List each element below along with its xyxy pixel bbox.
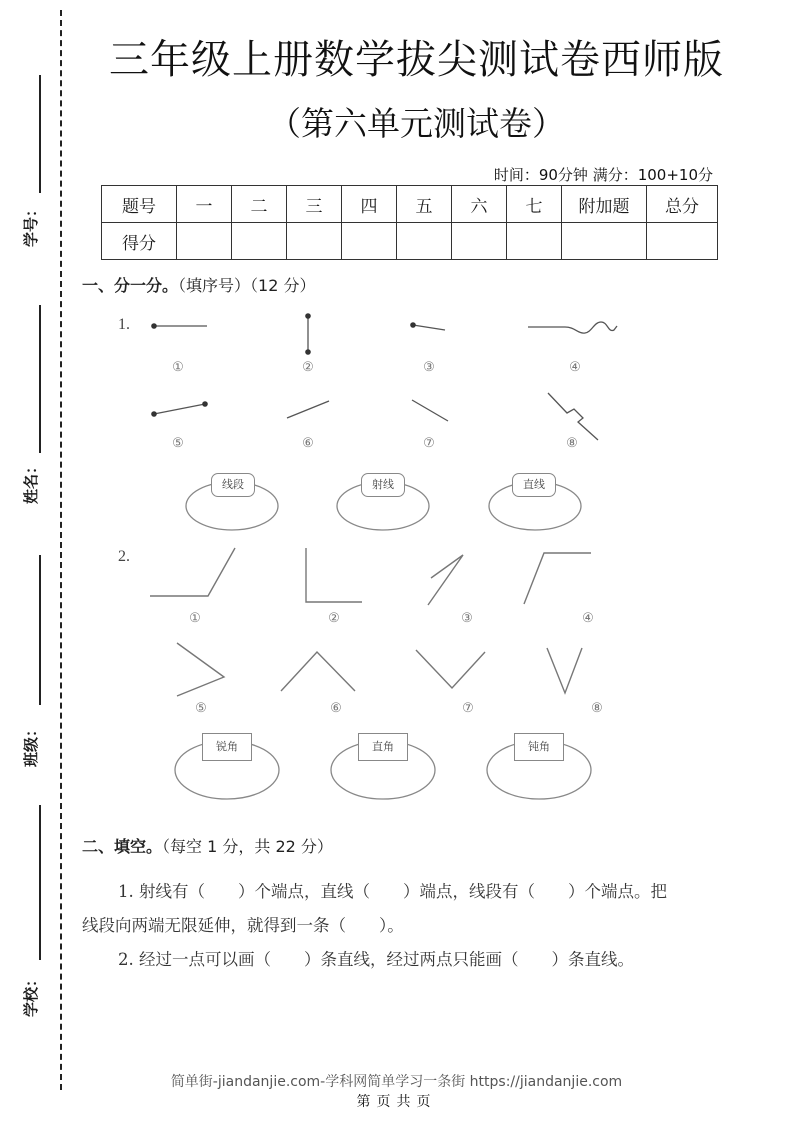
- q2-figure-label-2: ②: [328, 611, 340, 626]
- category-box-acute[interactable]: 锐角: [202, 733, 252, 761]
- q1-figure-label-1: ①: [172, 360, 184, 375]
- q2-figure-label-1: ①: [189, 611, 201, 626]
- section2-heading-note: （每空 1 分，共 22 分）: [162, 837, 333, 856]
- q1-figure-label-3: ③: [423, 360, 435, 375]
- school-line: [39, 805, 41, 960]
- section2-heading: [82, 834, 333, 857]
- fill-question-1-line1: 1. 射线有（ ）个端点，直线（ ）端点，线段有（ ）个端点。把: [118, 882, 667, 901]
- q2-figure-label-6: ⑥: [330, 701, 342, 716]
- category-box-right[interactable]: 直角: [358, 733, 408, 761]
- page-subtitle: （第六单元测试卷）: [268, 104, 565, 143]
- header-cell: 五: [397, 186, 452, 223]
- category-box-obtuse[interactable]: 钝角: [514, 733, 564, 761]
- category-box-ray[interactable]: 射线: [361, 473, 405, 497]
- fill-question-1-line2: 线段向两端无限延伸，就得到一条（ ）。: [82, 916, 404, 935]
- q1-figure-label-4: ④: [569, 360, 581, 375]
- q2-number: 2.: [118, 548, 130, 565]
- footer-watermark: 简单街-jiandanjie.com-学科网简单学习一条街 https://jiandanjie.com: [170, 1074, 623, 1090]
- fill-question-2: 2. 经过一点可以画（ ）条直线，经过两点只能画（ ）条直线。: [118, 950, 634, 969]
- header-cell: 题号: [102, 186, 177, 223]
- q2-figure-label-4: ④: [582, 611, 594, 626]
- exam-meta: 时间：90分钟 满分：100+10分: [493, 166, 713, 184]
- q1-figure-label-8: ⑧: [566, 436, 578, 451]
- q1-figure-label-5: ⑤: [172, 436, 184, 451]
- category-box-line[interactable]: 直线: [512, 473, 556, 497]
- header-cell: 一: [177, 186, 232, 223]
- header-cell: 六: [452, 186, 507, 223]
- header-cell: 二: [232, 186, 287, 223]
- student-id-label: 学号：: [22, 201, 40, 247]
- class-label: 班级：: [22, 721, 40, 767]
- q2-figure-label-3: ③: [461, 611, 473, 626]
- header-cell: 三: [287, 186, 342, 223]
- category-box-segment[interactable]: 线段: [211, 473, 255, 497]
- q2-figure-label-8: ⑧: [591, 701, 603, 716]
- header-cell: 附加题: [562, 186, 647, 223]
- name-label: 姓名：: [22, 458, 40, 504]
- school-label: 学校：: [22, 971, 40, 1017]
- q2-figure-label-7: ⑦: [462, 701, 474, 716]
- section2-heading-title: 二、填空。: [82, 837, 163, 856]
- q1-number: 1.: [118, 316, 130, 333]
- footer-page-info: 第页共页: [356, 1094, 437, 1110]
- q1-figure-label-2: ②: [302, 360, 314, 375]
- page-title: 三年级上册数学拔尖测试卷西师版: [109, 37, 724, 83]
- score-row-label: 得分: [102, 223, 177, 260]
- q1-figure-label-7: ⑦: [423, 436, 435, 451]
- q2-figure-label-5: ⑤: [195, 701, 207, 716]
- q1-figure-label-6: ⑥: [302, 436, 314, 451]
- section1-heading-note: （填序号）（12 分）: [178, 276, 316, 295]
- header-cell: 总分: [647, 186, 718, 223]
- header-cell: 七: [507, 186, 562, 223]
- header-cell: 四: [342, 186, 397, 223]
- section1-heading-title: 一、分一分。: [82, 276, 179, 295]
